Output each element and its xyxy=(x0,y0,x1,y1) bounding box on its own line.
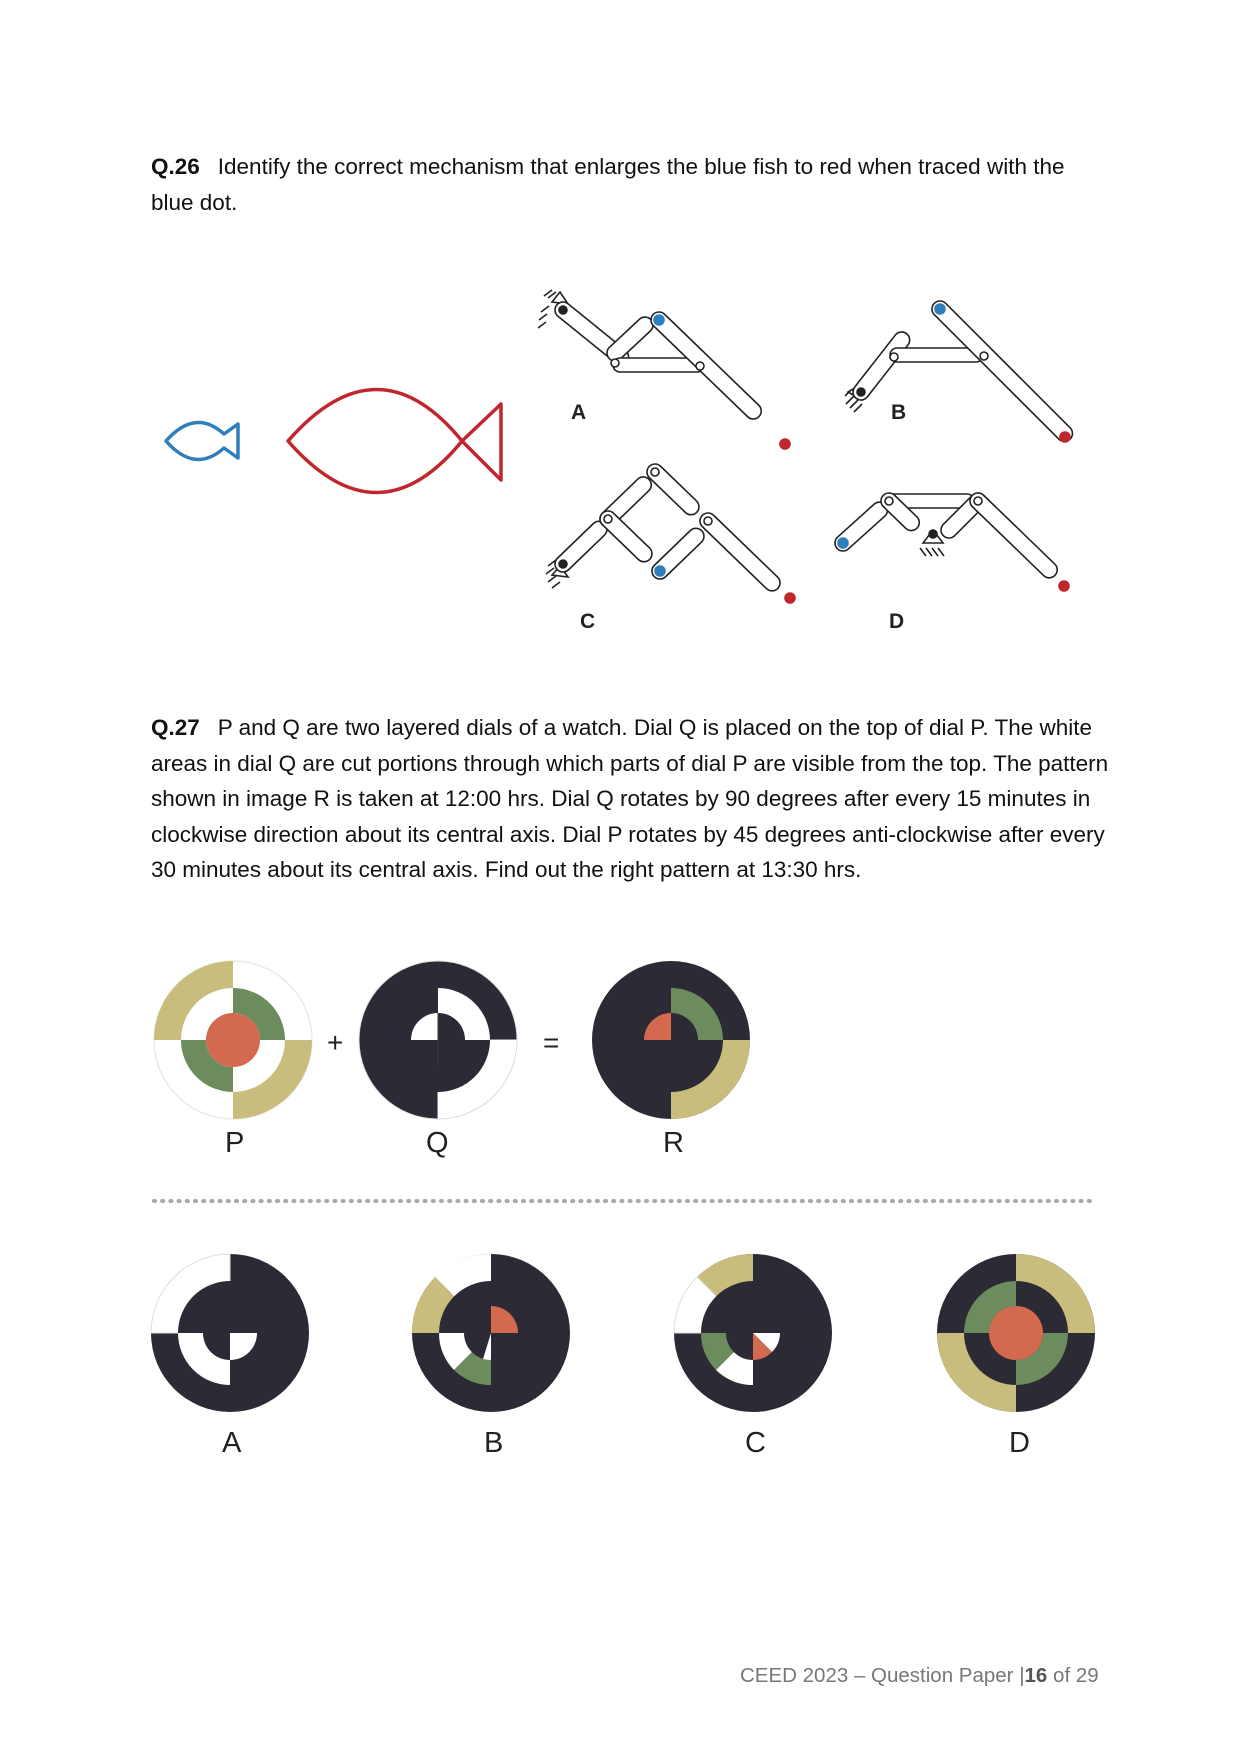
option-label-c: C xyxy=(580,610,596,633)
option-dial-a xyxy=(151,1254,309,1412)
question-text: P and Q are two layered dials of a watch. Dial Q is placed on the top of dial P. The white areas in dial Q are cut portions through which parts of dial P are visible from the top. The pattern shown in image R is taken at 12:00 hrs. Dial Q rotates by 90 degrees after every 15 minutes in clockwise direction about its central axis. Dial P rotates by 45 degrees anti-clockwise after every 30 minutes about its central axis. Find out the right pattern at 13:30 hrs. xyxy=(151,715,1109,882)
option-dial-c xyxy=(674,1254,832,1412)
option-label-d: D xyxy=(1009,1427,1030,1459)
footer-page-number: 16 xyxy=(1024,1664,1048,1687)
question-text: Identify the correct mechanism that enlarges the blue fish to red when traced with the blue dot. xyxy=(151,154,1065,215)
dial-q xyxy=(359,961,517,1119)
option-label-c: C xyxy=(745,1427,766,1459)
question-number: Q.26 xyxy=(151,154,200,179)
footer-title: CEED 2023 – Question Paper | xyxy=(740,1664,1025,1687)
dial-p xyxy=(154,961,312,1119)
footer-page-total: of 29 xyxy=(1047,1664,1099,1687)
dial-label-p: P xyxy=(225,1127,245,1159)
page-footer xyxy=(740,1664,1099,1688)
option-label-b: B xyxy=(484,1427,504,1459)
option-label-b: B xyxy=(891,401,907,424)
dial-label-r: R xyxy=(663,1127,684,1159)
option-dial-b xyxy=(412,1254,570,1412)
question-number: Q.27 xyxy=(151,715,200,740)
dial-label-q: Q xyxy=(426,1127,449,1159)
plus-operator: + xyxy=(327,1027,344,1058)
equals-operator: = xyxy=(543,1027,560,1058)
option-label-a: A xyxy=(222,1427,242,1459)
option-dial-d xyxy=(937,1254,1095,1412)
option-label-a: A xyxy=(571,401,587,424)
dial-r xyxy=(592,961,750,1119)
option-label-d: D xyxy=(889,610,905,633)
